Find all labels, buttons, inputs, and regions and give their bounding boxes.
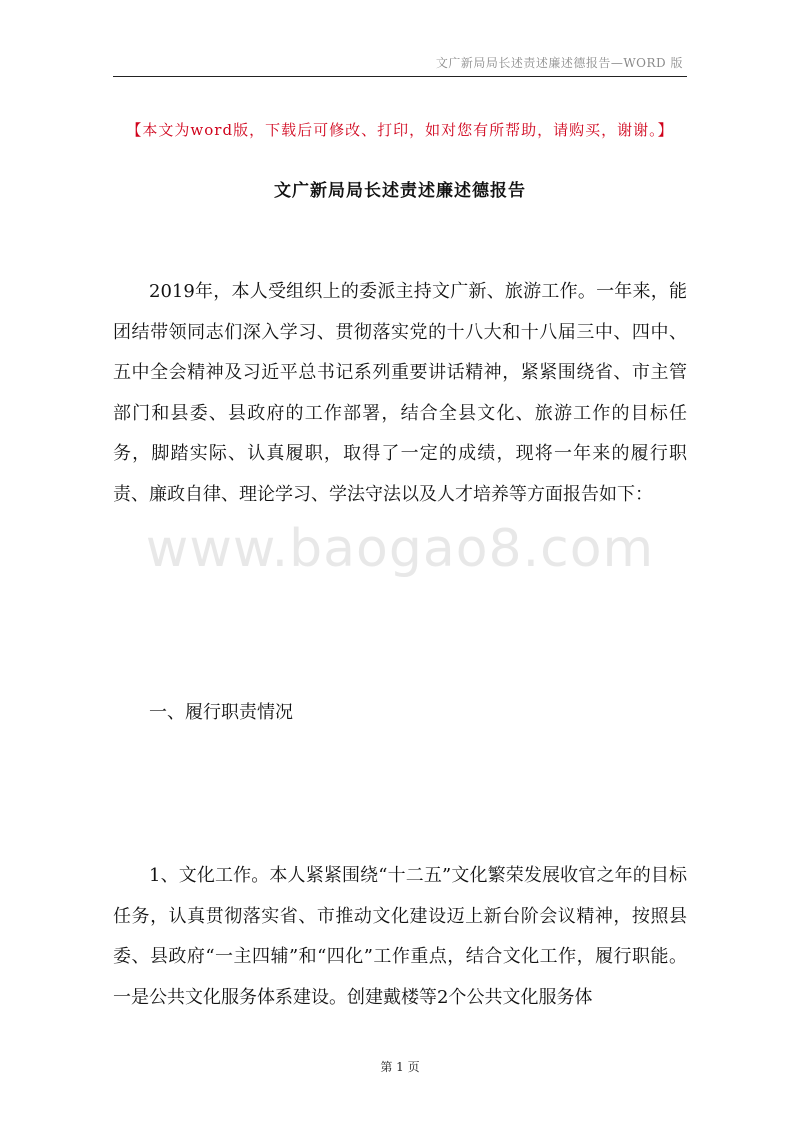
section-heading: 一、履行职责情况 (149, 702, 293, 723)
culture-work-paragraph: 1、文化工作。本人紧紧围绕“十二五”文化繁荣发展收官之年的目标任务，认真贯彻落实省、市推动文化建设迈上新台阶会议精神，按照县委、县政府“一主四辅”和“四化”工作重点，结合文化工作，履行职能。一是公共文化服务体系建设。创建戴楼等2个公共文化服务体 (113, 865, 687, 1008)
watermark: www.baogao8.com (145, 519, 655, 579)
intro-paragraph: 2019年，本人受组织上的委派主持文广新、旅游工作。一年来，能团结带领同志们深入学习、贯彻落实党的十八大和十八届三中、四中、五中全会精神及习近平总书记系列重要讲话精神，紧紧围绕省、市主管部门和县委、县政府的工作部署，结合全县文化、旅游工作的目标任务，脚踏实际、认真履职，取得了一定的成绩，现将一年来的履行职责、廉政自律、理论学习、学法守法以及人才培养等方面报告如下： (113, 281, 687, 505)
header-divider (113, 76, 687, 77)
running-header: 文广新局局长述责述廉述德报告—WORD 版 (435, 56, 683, 70)
purchase-notice: 【本文为word版，下载后可修改、打印，如对您有所帮助，请购买，谢谢。】 (126, 121, 674, 139)
document-title: 文广新局局长述责述廉述德报告 (274, 181, 526, 201)
page-number: 第 1 页 (380, 1060, 420, 1074)
